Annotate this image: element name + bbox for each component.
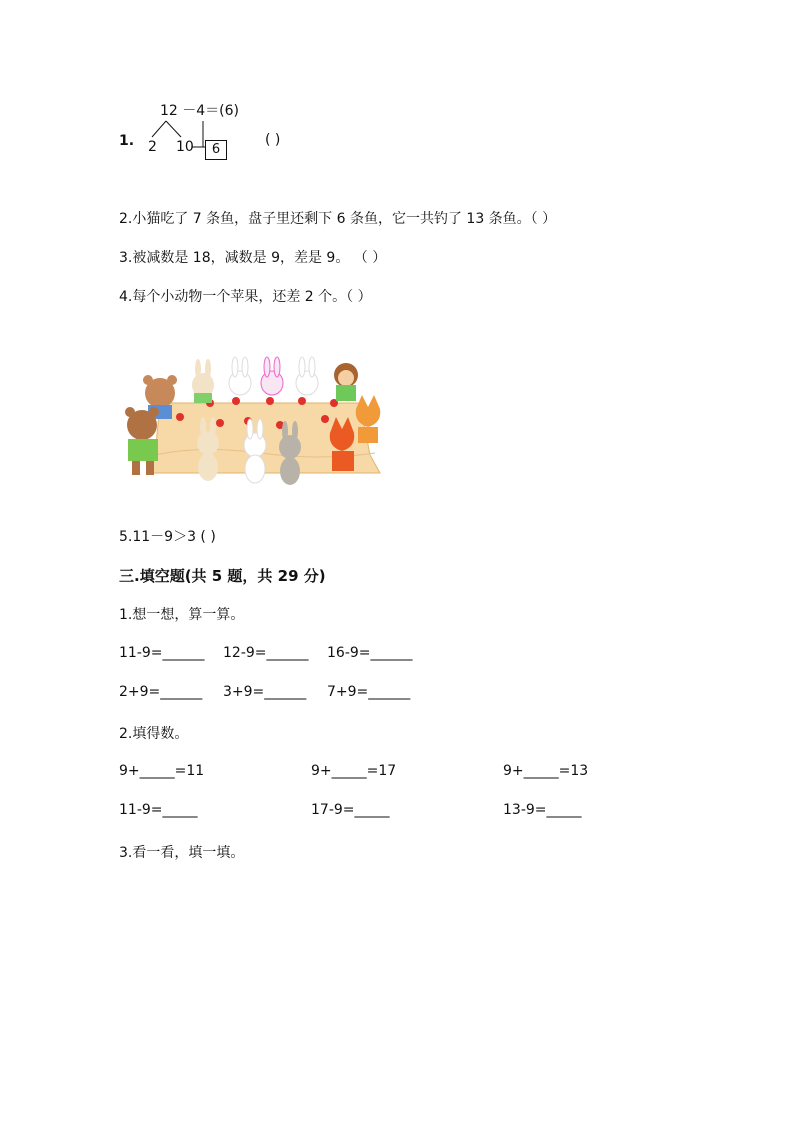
q4-text: 4.每个小动物一个苹果，还差 2 个。（ ） bbox=[119, 289, 372, 305]
q1-split-right: 10 bbox=[176, 139, 194, 155]
fill-q2-title: 2.填得数。 bbox=[119, 726, 189, 742]
fill-q2-r1c2[interactable]: 9+_____=17 bbox=[311, 763, 397, 779]
fill-q1-r2c2[interactable]: 3+9=______ bbox=[223, 684, 307, 700]
fill-q2-r2c1[interactable]: 11-9=_____ bbox=[119, 802, 198, 818]
animals-table-illustration bbox=[120, 355, 390, 490]
fill-q1-r2c3[interactable]: 7+9=______ bbox=[327, 684, 411, 700]
q1-answer-box: 6 bbox=[205, 140, 227, 160]
q1-answer-paren[interactable]: ( ) bbox=[265, 132, 281, 148]
section3-heading: 三.填空题(共 5 题，共 29 分) bbox=[119, 567, 326, 585]
fill-q1-r1c3[interactable]: 16-9=______ bbox=[327, 645, 413, 661]
q1-split-left: 2 bbox=[148, 139, 157, 155]
fill-q1-r1c2[interactable]: 12-9=______ bbox=[223, 645, 309, 661]
fill-q1-title: 1.想一想，算一算。 bbox=[119, 607, 245, 623]
fill-q3-title: 3.看一看，填一填。 bbox=[119, 845, 245, 861]
fill-q1-r1c1[interactable]: 11-9=______ bbox=[119, 645, 205, 661]
q1-number: 1. bbox=[119, 133, 135, 149]
q5-text: 5.11－9＞3 ( ) bbox=[119, 529, 216, 545]
fill-q2-r1c1[interactable]: 9+_____=11 bbox=[119, 763, 205, 779]
fill-q2-r1c3[interactable]: 9+_____=13 bbox=[503, 763, 589, 779]
fill-q1-r2c1[interactable]: 2+9=______ bbox=[119, 684, 203, 700]
q1-top-expression: 12 －4＝(6) bbox=[160, 103, 240, 119]
q2-text: 2.小猫吃了 7 条鱼，盘子里还剩下 6 条鱼，它一共钓了 13 条鱼。（ ） bbox=[119, 211, 557, 227]
q3-text: 3.被减数是 18，减数是 9，差是 9。 （ ） bbox=[119, 250, 387, 266]
fill-q2-r2c2[interactable]: 17-9=_____ bbox=[311, 802, 390, 818]
fill-q2-r2c3[interactable]: 13-9=_____ bbox=[503, 802, 582, 818]
